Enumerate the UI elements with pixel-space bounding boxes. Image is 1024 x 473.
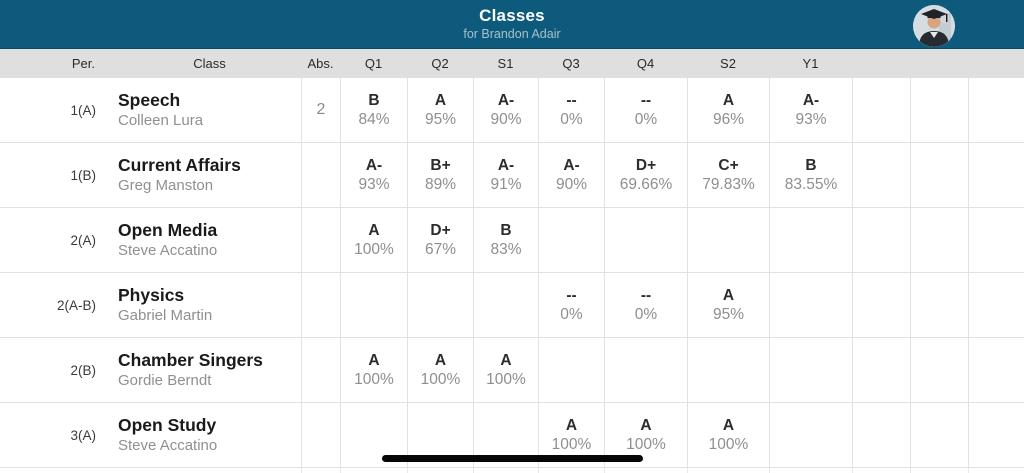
grade-letter: A: [368, 221, 380, 239]
teacher-name: Steve Accatino: [118, 437, 218, 454]
grade-percent: 91%: [490, 175, 522, 193]
teacher-name: Gabriel Martin: [118, 307, 213, 324]
grade-cell-q3[interactable]: [538, 273, 604, 337]
class-cell[interactable]: [100, 403, 301, 467]
grade-letter: B: [805, 156, 817, 174]
class-row[interactable]: [0, 208, 1024, 273]
period-cell: [0, 273, 100, 337]
grade-letter: B: [368, 91, 380, 109]
grade-cell-q3[interactable]: [538, 208, 604, 272]
empty-cell: [968, 78, 1024, 142]
column-header-q3: Q3: [562, 56, 580, 71]
grade-percent: 67%: [424, 240, 457, 258]
grade-cell-y1[interactable]: [769, 78, 852, 142]
grade-cell-q4[interactable]: [604, 338, 687, 402]
grade-percent: 89%: [424, 175, 457, 193]
empty-cell: [910, 273, 968, 337]
grade-cell-s1[interactable]: [473, 208, 538, 272]
grade-letter: --: [640, 91, 652, 109]
grade-letter: A-: [497, 91, 515, 109]
nav-titles: [0, 6, 1024, 41]
empty-cell: [852, 208, 910, 272]
empty-cell: [910, 208, 968, 272]
grade-cell-s1[interactable]: [473, 273, 538, 337]
column-header-y1: Y1: [802, 56, 819, 71]
grade-letter: A: [565, 416, 578, 434]
grade-cell-q4[interactable]: [604, 208, 687, 272]
grade-cell-y1[interactable]: [769, 208, 852, 272]
teacher-name: Gordie Berndt: [118, 372, 212, 389]
column-header-absences: Abs.: [307, 56, 334, 71]
grade-letter: --: [566, 91, 577, 109]
class-cell[interactable]: [100, 208, 301, 272]
period-cell: [0, 78, 100, 142]
grade-letter: A-: [365, 156, 383, 174]
class-name: Current Affairs: [118, 155, 241, 175]
grade-letter: A: [640, 416, 652, 434]
period-cell: [0, 338, 100, 402]
grade-cell-s1[interactable]: [473, 143, 538, 207]
grade-percent: 100%: [354, 370, 394, 388]
class-name: Physics: [118, 285, 185, 305]
grade-percent: 83%: [490, 240, 522, 258]
grade-percent: 100%: [420, 370, 461, 388]
grade-letter: A-: [497, 156, 515, 174]
grade-percent: 84%: [358, 110, 390, 128]
grade-letter: C+: [718, 156, 739, 174]
period-cell: [0, 208, 100, 272]
class-row[interactable]: [0, 273, 1024, 338]
class-name: Open Study: [118, 415, 217, 435]
column-header-s2: S2: [720, 56, 736, 71]
class-cell[interactable]: [100, 273, 301, 337]
nav-bar: [0, 0, 1024, 48]
period-label: 2(A-B): [56, 297, 96, 313]
grade-cell-s2[interactable]: [687, 78, 769, 142]
grade-percent: 100%: [551, 435, 592, 453]
grade-percent: 93%: [795, 110, 827, 128]
column-header-s1: S1: [497, 56, 514, 71]
absences-cell: [301, 143, 340, 207]
empty-cell: [910, 338, 968, 402]
grade-cell-q2[interactable]: [407, 143, 473, 207]
grade-letter: A: [434, 91, 447, 109]
class-table: [0, 78, 1024, 468]
column-header-period: Per.: [71, 56, 95, 71]
avatar[interactable]: [913, 5, 955, 47]
grade-cell-s2[interactable]: [687, 273, 769, 337]
grade-cell-q1[interactable]: [340, 338, 407, 402]
empty-cell: [852, 338, 910, 402]
period-cell: [0, 143, 100, 207]
class-name: Chamber Singers: [118, 350, 263, 370]
grade-cell-y1[interactable]: [769, 338, 852, 402]
grade-percent: 90%: [490, 110, 522, 128]
period-label: 2(A): [70, 232, 96, 248]
grade-cell-q4[interactable]: [604, 143, 687, 207]
absences-cell: 2: [301, 78, 340, 142]
grade-letter: A: [722, 91, 735, 109]
absences-cell: [301, 273, 340, 337]
grade-percent: 79.83%: [702, 175, 755, 193]
empty-cell: [910, 143, 968, 207]
empty-cell: [968, 403, 1024, 467]
grade-letter: D+: [430, 221, 451, 239]
grade-cell-q2[interactable]: [407, 208, 473, 272]
empty-cell: [852, 78, 910, 142]
period-label: 1(A): [70, 102, 96, 118]
grade-letter: B: [500, 221, 512, 239]
home-indicator-bar[interactable]: [382, 455, 643, 462]
grade-cell-s2[interactable]: [687, 403, 769, 467]
column-header-q4: Q4: [636, 56, 655, 71]
empty-cell: [968, 338, 1024, 402]
grade-letter: A-: [802, 91, 820, 109]
period-label: 2(B): [70, 362, 96, 378]
grade-letter: --: [566, 286, 577, 304]
column-header-class: Class: [193, 56, 226, 71]
grade-percent: 69.66%: [619, 175, 673, 193]
grade-letter: B+: [430, 156, 451, 174]
grade-percent: 0%: [634, 110, 658, 128]
grade-cell-q3[interactable]: [538, 78, 604, 142]
class-cell[interactable]: [100, 338, 301, 402]
grade-percent: 0%: [634, 305, 658, 323]
grade-letter: --: [640, 286, 652, 304]
period-cell: [0, 403, 100, 467]
grade-percent: 0%: [560, 110, 583, 128]
grade-cell-q4[interactable]: [604, 78, 687, 142]
grade-cell-q1[interactable]: [340, 143, 407, 207]
grade-cell-y1[interactable]: [769, 273, 852, 337]
grade-percent: 93%: [358, 175, 390, 193]
grade-cell-q2[interactable]: [407, 273, 473, 337]
grade-letter: A-: [563, 156, 580, 174]
grade-cell-q4[interactable]: [604, 273, 687, 337]
grade-letter: A: [368, 351, 380, 369]
page-subtitle: for Brandon Adair: [463, 26, 561, 41]
grade-cell-s2[interactable]: [687, 338, 769, 402]
grade-cell-q2[interactable]: [407, 78, 473, 142]
class-name: Open Media: [118, 220, 218, 240]
teacher-name: Steve Accatino: [118, 242, 218, 259]
column-header-q1: Q1: [364, 56, 383, 71]
grade-cell-s1[interactable]: [473, 78, 538, 142]
grade-cell-q1[interactable]: [340, 208, 407, 272]
grade-letter: A: [500, 351, 512, 369]
class-cell[interactable]: [100, 78, 301, 142]
grade-letter: A: [434, 351, 447, 369]
grade-cell-s2[interactable]: [687, 208, 769, 272]
grade-percent: 100%: [354, 240, 394, 258]
grade-cell-q3[interactable]: [538, 143, 604, 207]
grade-percent: 95%: [712, 305, 745, 323]
grade-cell-s2[interactable]: [687, 143, 769, 207]
grade-cell-q3[interactable]: [538, 338, 604, 402]
empty-cell: [852, 273, 910, 337]
class-row[interactable]: [0, 143, 1024, 208]
absences-cell: [301, 208, 340, 272]
period-label: 1(B): [70, 167, 96, 183]
grade-percent: 100%: [626, 435, 666, 453]
grade-cell-q1[interactable]: [340, 78, 407, 142]
table-header-row: [0, 48, 1024, 78]
empty-cell: [910, 403, 968, 467]
grade-cell-q1[interactable]: [340, 273, 407, 337]
period-label: 3(A): [70, 427, 96, 443]
grade-letter: A: [722, 286, 735, 304]
page-title: Classes: [479, 6, 545, 25]
class-row[interactable]: [0, 78, 1024, 143]
grade-percent: 96%: [712, 110, 745, 128]
grade-letter: D+: [635, 156, 657, 174]
class-name: Speech: [118, 90, 181, 110]
grade-percent: 83.55%: [784, 175, 838, 193]
empty-cell: [968, 143, 1024, 207]
empty-cell: [968, 208, 1024, 272]
grade-percent: 95%: [424, 110, 457, 128]
teacher-name: Colleen Lura: [118, 112, 204, 129]
grade-percent: 90%: [555, 175, 588, 193]
absences-cell: [301, 338, 340, 402]
grade-cell-q2[interactable]: [407, 338, 473, 402]
absences-cell: [301, 403, 340, 467]
empty-cell: [852, 143, 910, 207]
class-row[interactable]: [0, 338, 1024, 403]
column-header-q2: Q2: [431, 56, 449, 71]
class-cell[interactable]: [100, 143, 301, 207]
empty-cell: [852, 403, 910, 467]
grade-percent: 0%: [560, 305, 583, 323]
teacher-name: Greg Manston: [118, 177, 214, 194]
grade-percent: 100%: [708, 435, 749, 453]
graduate-avatar-icon: [913, 5, 955, 47]
grade-cell-s1[interactable]: [473, 338, 538, 402]
grade-cell-y1[interactable]: [769, 403, 852, 467]
empty-cell: [910, 78, 968, 142]
empty-cell: [968, 273, 1024, 337]
partial-row: [0, 468, 1024, 473]
grade-percent: 100%: [486, 370, 526, 388]
grade-cell-y1[interactable]: [769, 143, 852, 207]
grade-letter: A: [722, 416, 735, 434]
